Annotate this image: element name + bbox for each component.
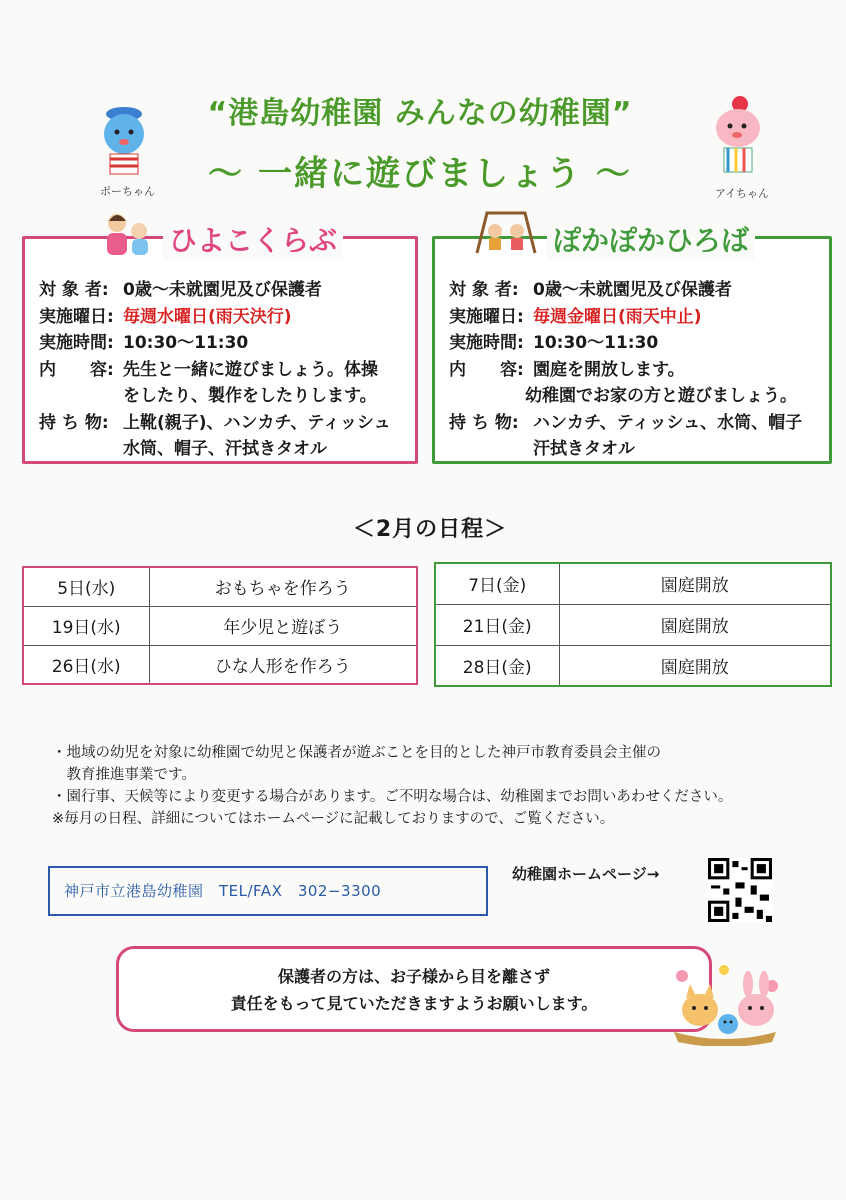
- hiyoko-target-value: 0歳～未就園児及び保護者: [123, 280, 322, 300]
- schedule-date: 7日(金): [435, 563, 559, 604]
- hiyoko-schedule-table: [22, 566, 418, 685]
- page-title: “港島幼稚園 みんなの幼稚園”: [207, 96, 633, 131]
- page-subtitle: ～ 一緒に遊びましょう ～: [208, 154, 632, 194]
- schedule-event: おもちゃを作ろう: [149, 567, 417, 606]
- hiyoko-club-panel: [22, 224, 418, 464]
- pokapoka-items-label: 持 ち 物:: [449, 412, 519, 433]
- pokapoka-heading: ぽかぽかひろば: [547, 219, 755, 259]
- pokapoka-target-value: 0歳～未就園児及び保護者: [533, 280, 732, 300]
- note-line: ・地域の幼児を対象に幼稚園で幼児と保護者が遊ぶことを目的とした神戸市教育委員会主催の: [52, 745, 661, 761]
- hiyoko-items-value: 上靴(親子)、ハンカチ、ティッシュ: [123, 412, 391, 433]
- note-line: ・園行事、天候等により変更する場合があります。ご不明な場合は、幼稚園までお問いあわせください。: [52, 789, 733, 805]
- pokapoka-items-value-cont: 汗拭きタオル: [533, 439, 635, 459]
- animal-friends-icon: [664, 962, 786, 1046]
- caution-message-box: [116, 946, 712, 1032]
- pokapoka-content-label: 内 容:: [449, 359, 524, 380]
- hiyoko-day-label: 実施曜日:: [39, 306, 114, 327]
- pokapoka-items-value: ハンカチ、ティッシュ、水筒、帽子: [533, 412, 803, 433]
- caution-line: 責任をもって見ていただきますようお願いします。: [230, 994, 598, 1013]
- caution-line: 保護者の方は、お子様から目を離さず: [277, 967, 550, 986]
- hiyoko-content-value-cont: をしたり、製作をしたりします。: [123, 386, 377, 406]
- qr-code-icon[interactable]: [708, 858, 772, 922]
- hiyoko-day-value: 毎週水曜日(雨天決行): [123, 306, 292, 327]
- schedule-event: ひな人形を作ろう: [149, 645, 417, 684]
- parent-child-icon: [99, 211, 159, 259]
- hiyoko-content-value: 先生と一緒に遊びましょう。体操: [123, 359, 378, 380]
- hiyoko-heading: ひよこくらぶ: [163, 219, 343, 259]
- contact-box: 神戸市立港島幼稚園 TEL/FAX 302−3300: [48, 866, 488, 916]
- table-row: [23, 645, 417, 684]
- schedule-title: ＜2月の日程＞: [352, 517, 508, 542]
- mascot-ai-icon: [700, 92, 772, 182]
- pokapoka-time-label: 実施時間:: [449, 333, 524, 353]
- notes: [52, 742, 792, 830]
- table-row: [435, 563, 831, 604]
- schedule-date: 21日(金): [435, 604, 559, 645]
- swing-kids-icon: [473, 209, 539, 255]
- note-line: ※毎月の日程、詳細についてはホームページに記載しておりますので、ご覧ください。: [52, 811, 615, 827]
- table-row: [23, 606, 417, 645]
- schedule-date: 26日(水): [23, 645, 149, 684]
- hiyoko-content-label: 内 容:: [39, 359, 114, 380]
- pokapoka-panel: [432, 224, 832, 464]
- pokapoka-schedule-table: [434, 562, 832, 687]
- schedule-event: 園庭開放: [559, 604, 831, 645]
- pokapoka-time-value: 10:30～11:30: [533, 333, 659, 353]
- schedule-date: 28日(金): [435, 645, 559, 686]
- hiyoko-target-label: 対 象 者:: [39, 280, 109, 300]
- schedule-event: 年少児と遊ぼう: [149, 606, 417, 645]
- pokapoka-day-value: 毎週金曜日(雨天中止): [533, 306, 702, 327]
- table-row: [23, 567, 417, 606]
- homepage-link[interactable]: 幼稚園ホームページ→: [512, 865, 660, 883]
- table-row: [435, 604, 831, 645]
- pokapoka-day-label: 実施曜日:: [449, 306, 524, 327]
- mascot-po-icon: [88, 100, 160, 180]
- table-row: [435, 645, 831, 686]
- schedule-event: 園庭開放: [559, 645, 831, 686]
- schedule-event: 園庭開放: [559, 563, 831, 604]
- hiyoko-time-value: 10:30～11:30: [123, 333, 249, 353]
- hiyoko-items-value-cont: 水筒、帽子、汗拭きタオル: [123, 439, 327, 459]
- schedule-date: 5日(水): [23, 567, 149, 606]
- pokapoka-content-value: 園庭を開放します。: [533, 359, 685, 380]
- mascot-ai-label: アイちゃん: [715, 187, 770, 200]
- pokapoka-target-label: 対 象 者:: [449, 280, 519, 300]
- mascot-po-label: ポーちゃん: [100, 185, 155, 198]
- schedule-date: 19日(水): [23, 606, 149, 645]
- pokapoka-content-value-cont: 幼稚園でお家の方と遊びましょう。: [525, 386, 797, 406]
- hiyoko-items-label: 持 ち 物:: [39, 412, 109, 433]
- hiyoko-time-label: 実施時間:: [39, 333, 114, 353]
- note-line: 教育推進事業です。: [52, 767, 196, 783]
